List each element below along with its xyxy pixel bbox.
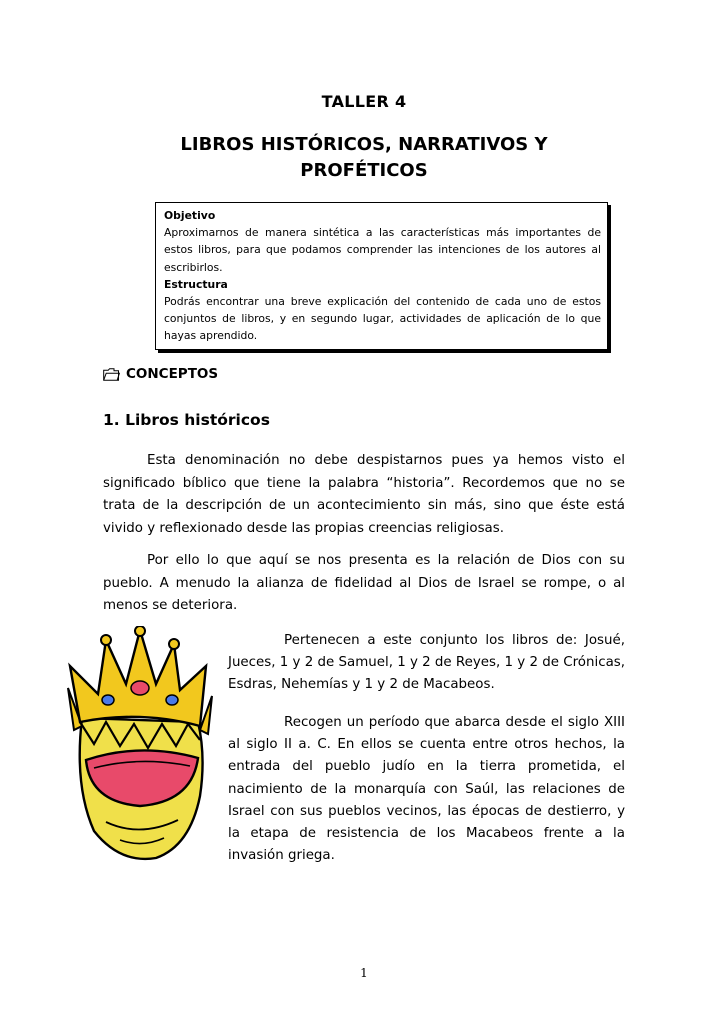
side-paragraph-1 — [228, 630, 625, 697]
page-subtitle: LIBROS HISTÓRICOS, NARRATIVOS Y PROFÉTICOS — [180, 134, 548, 181]
paragraph-2-text: Por ello lo que aquí se nos presenta es la relación de Dios con su pueblo. A menudo la alianza de fidelidad al Dios de Israel se rompe, o al menos se deteriora. — [103, 553, 625, 613]
objective-text: Aproximarnos de manera sintética a las características más importantes de estos libros, para que podamos comprender las intenciones de los autores al escribirlos. — [164, 226, 601, 274]
section-label-text: CONCEPTOS — [126, 366, 219, 382]
structure-text: Podrás encontrar una breve explicación del contenido de cada uno de estos conjuntos de libros, y en segundo lugar, actividades de aplicación de lo que hayas aprendido. — [164, 295, 601, 343]
section-label — [103, 366, 218, 382]
page-number: 1 — [360, 966, 368, 980]
folder-icon — [103, 368, 120, 381]
paragraph-2 — [103, 550, 625, 618]
section-heading: 1. Libros históricos — [103, 411, 270, 429]
page-title: TALLER 4 — [321, 92, 407, 111]
paragraph-1-text: Esta denominación no debe despistarnos pues ya hemos visto el significado bíblico que tiene la palabra “historia”. Recordemos que no se trata de la descripción de un acontecimiento sin más, sino que éste está vivido y reflexionado desde las propias creencias religiosas. — [103, 453, 625, 536]
objective-heading: Objetivo — [164, 209, 216, 222]
paragraph-1 — [103, 450, 625, 540]
structure-heading: Estructura — [164, 277, 228, 291]
side-paragraph-2-text: Recogen un período que abarca desde el siglo XIII al siglo II a. C. En ellos se cuenta entre otros hechos, la entrada del pueblo judío en la tierra prometida, el nacimiento de la monarquía con Saúl, las relaciones de Israel con sus pueblos vecinos, las épocas de destierro, y la etapa de resistencia de los Macabeos frente a la invasión griega. — [228, 715, 625, 864]
side-paragraph-2 — [228, 712, 625, 867]
crown-illustration — [60, 626, 220, 866]
side-paragraph-1-text: Pertenecen a este conjunto los libros de: Josué, Jueces, 1 y 2 de Samuel, 1 y 2 de Reyes, 1 y 2 de Crónicas, Esdras, Nehemías y 1 y 2 de Macabeos. — [228, 633, 626, 693]
objective-box — [155, 202, 608, 350]
